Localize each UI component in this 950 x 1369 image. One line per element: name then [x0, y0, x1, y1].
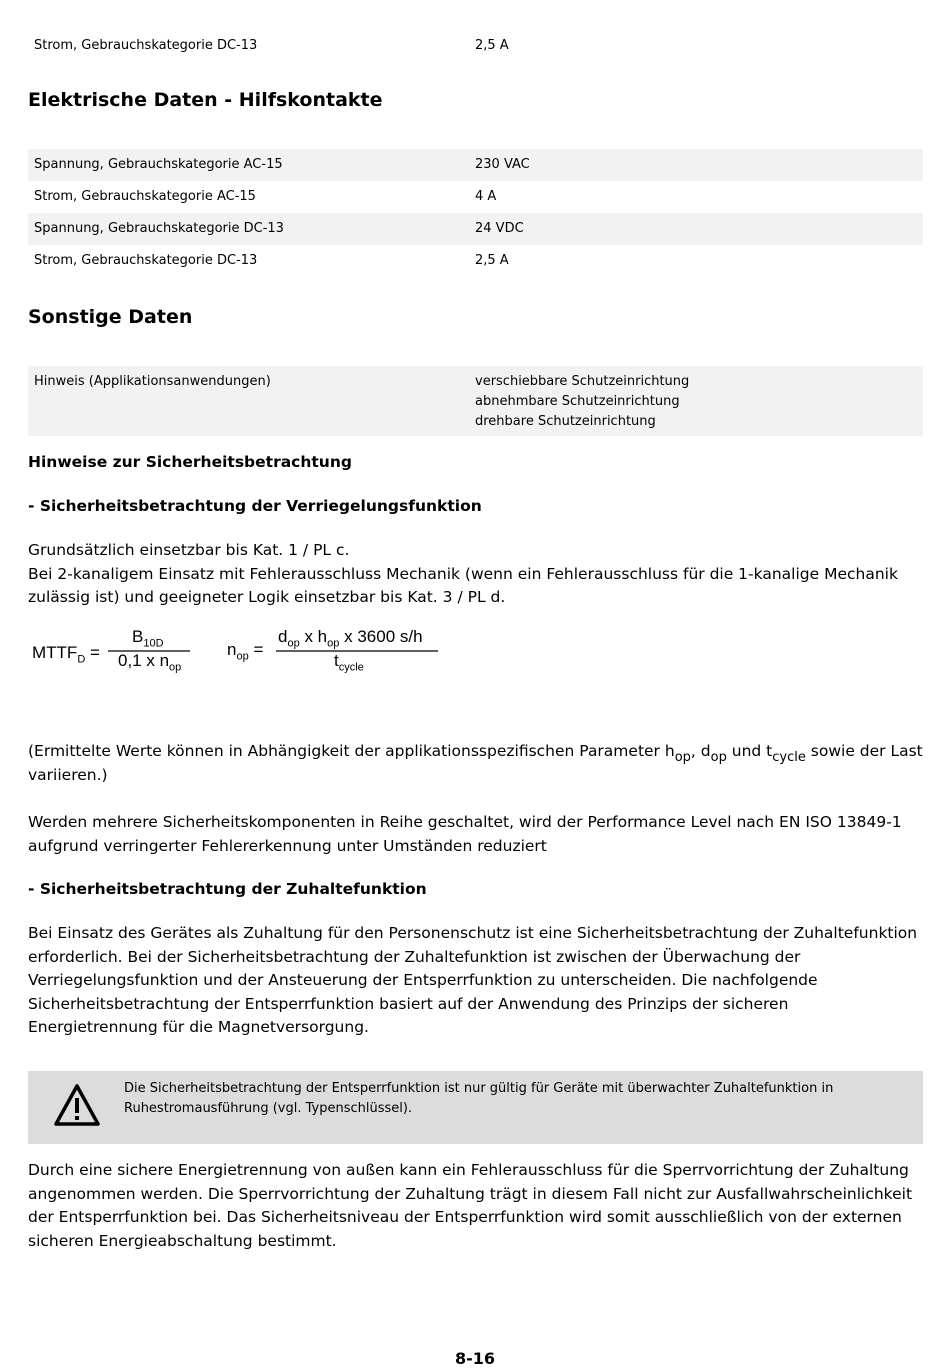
- table-row: [28, 245, 923, 277]
- table-row: [28, 366, 923, 436]
- table-row: [28, 30, 923, 62]
- row-key: Strom, Gebrauchskategorie DC-13: [34, 38, 258, 53]
- denominator-label: 0,1 x $n_{op}$: [118, 651, 182, 674]
- paragraph-category: [28, 539, 923, 610]
- table-row: [28, 181, 923, 213]
- row-value: 24 VDC: [475, 221, 524, 236]
- row-value-line: verschiebbare Schutzeinrichtung: [475, 374, 690, 389]
- page-number: 8-16: [454, 1349, 496, 1368]
- tcycle-label: $t_{cycle}$: [334, 651, 364, 674]
- mttf-formula: [32, 627, 452, 683]
- table-row: [28, 149, 923, 181]
- subheading-locking: - Sicherheitsbetrachtung der Verriegelungsfunktion: [28, 497, 482, 515]
- table-row: [28, 213, 923, 245]
- mttf-label: $MTTF_D$ =: [32, 643, 100, 666]
- top-table: [28, 30, 923, 62]
- paragraph-series: Werden mehrere Sicherheitskomponenten in Reihe geschaltet, wird der Performance Level nach EN ISO 13849-1 aufgrund verringerter Fehlererkennung unter Umständen reduziert: [28, 813, 902, 855]
- paragraph-energy: Durch eine sichere Energietrennung von außen kann ein Fehlerausschluss für die Sperrvorrichtung der Zuhaltung angenommen werden. Die Sperrvorrichtung der Zuhaltung trägt in diesem Fall nicht zur Ausfallwahrscheinlichkeit der Entsperrfunktion bei. Das Sicherheitsniveau der Entsperrfunktion wird somit ausschließlich von der externen sicheren Energieabschaltung bestimmt.: [28, 1161, 913, 1250]
- row-value: 2,5 A: [475, 38, 509, 53]
- row-key: Spannung, Gebrauchskategorie AC-15: [34, 157, 283, 172]
- other-table: [28, 366, 923, 436]
- row-value: 2,5 A: [475, 253, 509, 268]
- subheading-interlock: - Sicherheitsbetrachtung der Zuhaltefunktion: [28, 880, 427, 898]
- numerator-label: $d_{op}$ x $h_{op}$ x 3600 s/h: [278, 627, 423, 650]
- paragraph-line: Grundsätzlich einsetzbar bis Kat. 1 / PL c.: [28, 541, 350, 559]
- safety-heading: Hinweise zur Sicherheitsbetrachtung: [28, 453, 352, 471]
- row-key: Spannung, Gebrauchskategorie DC-13: [34, 221, 284, 236]
- row-key: Strom, Gebrauchskategorie AC-15: [34, 189, 256, 204]
- row-value-line: abnehmbare Schutzeinrichtung: [475, 394, 680, 409]
- paragraph-line: Bei 2-kanaligem Einsatz mit Fehlerausschluss Mechanik (wenn ein Fehlerausschluss für die 1-kanalige Mechanik zulässig ist) und geeigneter Logik einsetzbar bis Kat. 3 / PL d.: [28, 564, 898, 606]
- section-title-aux: Elektrische Daten - Hilfskontakte: [28, 89, 383, 111]
- row-key: Hinweis (Applikationsanwendungen): [34, 374, 271, 389]
- nop-label: $n_{op}$ =: [227, 640, 264, 663]
- aux-table: [28, 149, 923, 277]
- paragraph-parameters: (Ermittelte Werte können in Abhängigkeit der applikationsspezifischen Parameter $h_{op}$, $d_{op}$ und $t_{cycle}$ sowie der Last variieren.): [28, 742, 923, 784]
- warning-text: Die Sicherheitsbetrachtung der Entsperrfunktion ist nur gültig für Geräte mit überwachter Zuhaltefunktion in Ruhestromausführung (vgl. Typenschlüssel).: [124, 1081, 834, 1116]
- row-key: Strom, Gebrauchskategorie DC-13: [34, 253, 258, 268]
- paragraph-interlock: Bei Einsatz des Gerätes als Zuhaltung für den Personenschutz ist eine Sicherheitsbetrachtung der Zuhaltefunktion erforderlich. Bei der Sicherheitsbetrachtung der Zuhaltefunktion ist zwischen der Überwachung der Verriegelungsfunktion und der Ansteuerung der Entsperrfunktion zu unterscheiden. Die nachfolgende Sicherheitsbetrachtung der Entsperrfunktion basiert auf der Anwendung des Prinzips der sicheren Energietrennung für die Magnetversorgung.: [28, 924, 918, 1036]
- row-value: [475, 372, 923, 432]
- row-value: 230 VAC: [475, 157, 530, 172]
- row-value-line: drehbare Schutzeinrichtung: [475, 414, 656, 429]
- section-title-other: Sonstige Daten: [28, 306, 193, 328]
- row-value: 4 A: [475, 189, 497, 204]
- b10d-label: $B_{10D}$: [132, 627, 164, 650]
- warning-triangle-icon: [53, 1083, 101, 1127]
- warning-box: [28, 1071, 923, 1144]
